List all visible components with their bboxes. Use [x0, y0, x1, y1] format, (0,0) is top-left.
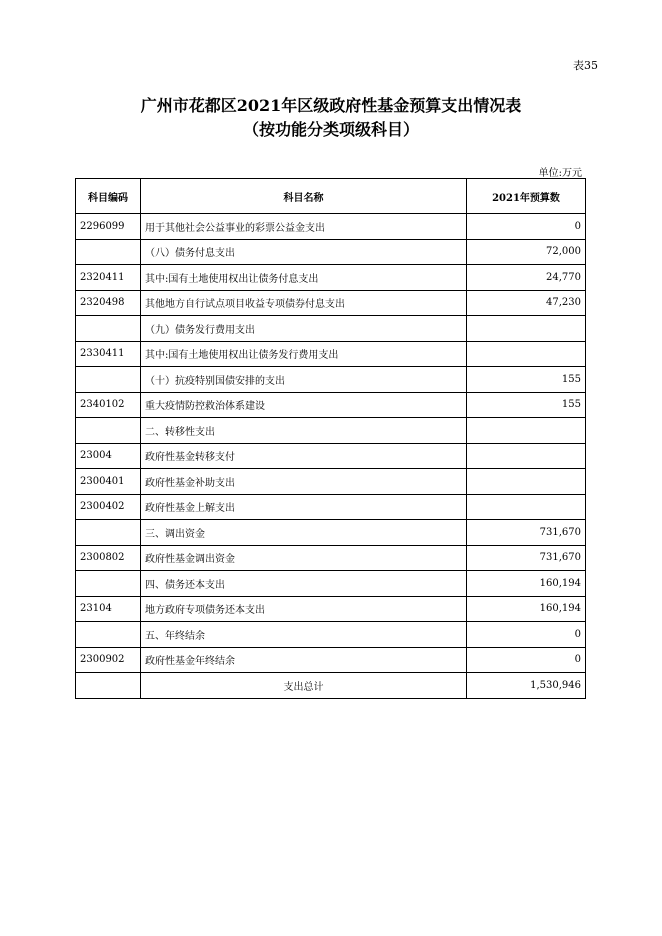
cell-name: 政府性基金补助支出	[141, 469, 467, 495]
cell-amount: 47,230	[467, 290, 586, 316]
table-row	[76, 545, 586, 571]
table-row	[76, 596, 586, 622]
cell-amount	[467, 494, 586, 520]
cell-amount: 155	[467, 367, 586, 393]
cell-name: 地方政府专项债务还本支出	[141, 596, 467, 622]
cell-name: （八）债务付息支出	[141, 239, 467, 265]
cell-amount	[467, 341, 586, 367]
cell-name: 政府性基金调出资金	[141, 545, 467, 571]
cell-code: 2340102	[76, 392, 141, 418]
cell-name: 其中:国有土地使用权出让债务发行费用支出	[141, 341, 467, 367]
cell-code	[76, 418, 141, 444]
header-code: 科目编码	[76, 179, 141, 214]
cell-amount: 731,670	[467, 520, 586, 546]
total-code-cell	[76, 673, 141, 699]
cell-amount: 160,194	[467, 571, 586, 597]
cell-name: 其他地方自行试点项目收益专项债券付息支出	[141, 290, 467, 316]
cell-code: 2300402	[76, 494, 141, 520]
cell-amount: 24,770	[467, 265, 586, 291]
cell-amount: 72,000	[467, 239, 586, 265]
table-row	[76, 265, 586, 291]
cell-amount	[467, 316, 586, 342]
cell-amount: 160,194	[467, 596, 586, 622]
cell-code: 2330411	[76, 341, 141, 367]
cell-name: 政府性基金转移支付	[141, 443, 467, 469]
table-row	[76, 443, 586, 469]
cell-amount: 155	[467, 392, 586, 418]
cell-name: 政府性基金年终结余	[141, 647, 467, 673]
total-row	[76, 673, 586, 699]
cell-code: 2300902	[76, 647, 141, 673]
total-label: 支出总计	[141, 673, 467, 699]
cell-amount: 0	[467, 214, 586, 240]
cell-amount: 0	[467, 647, 586, 673]
cell-name: 其中:国有土地使用权出让债务付息支出	[141, 265, 467, 291]
cell-name: 重大疫情防控救治体系建设	[141, 392, 467, 418]
cell-code: 2320498	[76, 290, 141, 316]
cell-name: 五、年终结余	[141, 622, 467, 648]
cell-amount	[467, 443, 586, 469]
cell-code	[76, 520, 141, 546]
cell-code	[76, 622, 141, 648]
cell-code: 2320411	[76, 265, 141, 291]
table-row	[76, 290, 586, 316]
cell-name: （九）债务发行费用支出	[141, 316, 467, 342]
cell-amount	[467, 418, 586, 444]
page-title: 广州市花都区2021年区级政府性基金预算支出情况表	[140, 96, 522, 115]
cell-code	[76, 316, 141, 342]
cell-code: 2300401	[76, 469, 141, 495]
cell-code	[76, 367, 141, 393]
table-row	[76, 392, 586, 418]
cell-name: 政府性基金上解支出	[141, 494, 467, 520]
header-amount: 2021年预算数	[467, 179, 586, 214]
table-row	[76, 214, 586, 240]
table-row	[76, 469, 586, 495]
cell-name: （十）抗疫特别国债安排的支出	[141, 367, 467, 393]
page-subtitle: （按功能分类项级科目）	[242, 120, 419, 139]
cell-code: 23104	[76, 596, 141, 622]
cell-code	[76, 571, 141, 597]
table-row	[76, 341, 586, 367]
cell-name: 用于其他社会公益事业的彩票公益金支出	[141, 214, 467, 240]
cell-code: 2296099	[76, 214, 141, 240]
budget-table	[75, 178, 586, 699]
cell-amount: 731,670	[467, 545, 586, 571]
table-row	[76, 494, 586, 520]
total-amount: 1,530,946	[467, 673, 586, 699]
cell-amount: 0	[467, 622, 586, 648]
table-row	[76, 571, 586, 597]
unit-label: 单位:万元	[538, 168, 582, 179]
table-row	[76, 520, 586, 546]
cell-name: 四、债务还本支出	[141, 571, 467, 597]
table-row	[76, 367, 586, 393]
header-name: 科目名称	[141, 179, 467, 214]
cell-code: 23004	[76, 443, 141, 469]
table-number: 表35	[573, 59, 598, 72]
cell-name: 二、转移性支出	[141, 418, 467, 444]
table-row	[76, 316, 586, 342]
table-row	[76, 647, 586, 673]
cell-amount	[467, 469, 586, 495]
table-row	[76, 239, 586, 265]
cell-code	[76, 239, 141, 265]
table-row	[76, 418, 586, 444]
cell-name: 三、调出资金	[141, 520, 467, 546]
table-header-row	[76, 179, 586, 214]
table-row	[76, 622, 586, 648]
cell-code: 2300802	[76, 545, 141, 571]
